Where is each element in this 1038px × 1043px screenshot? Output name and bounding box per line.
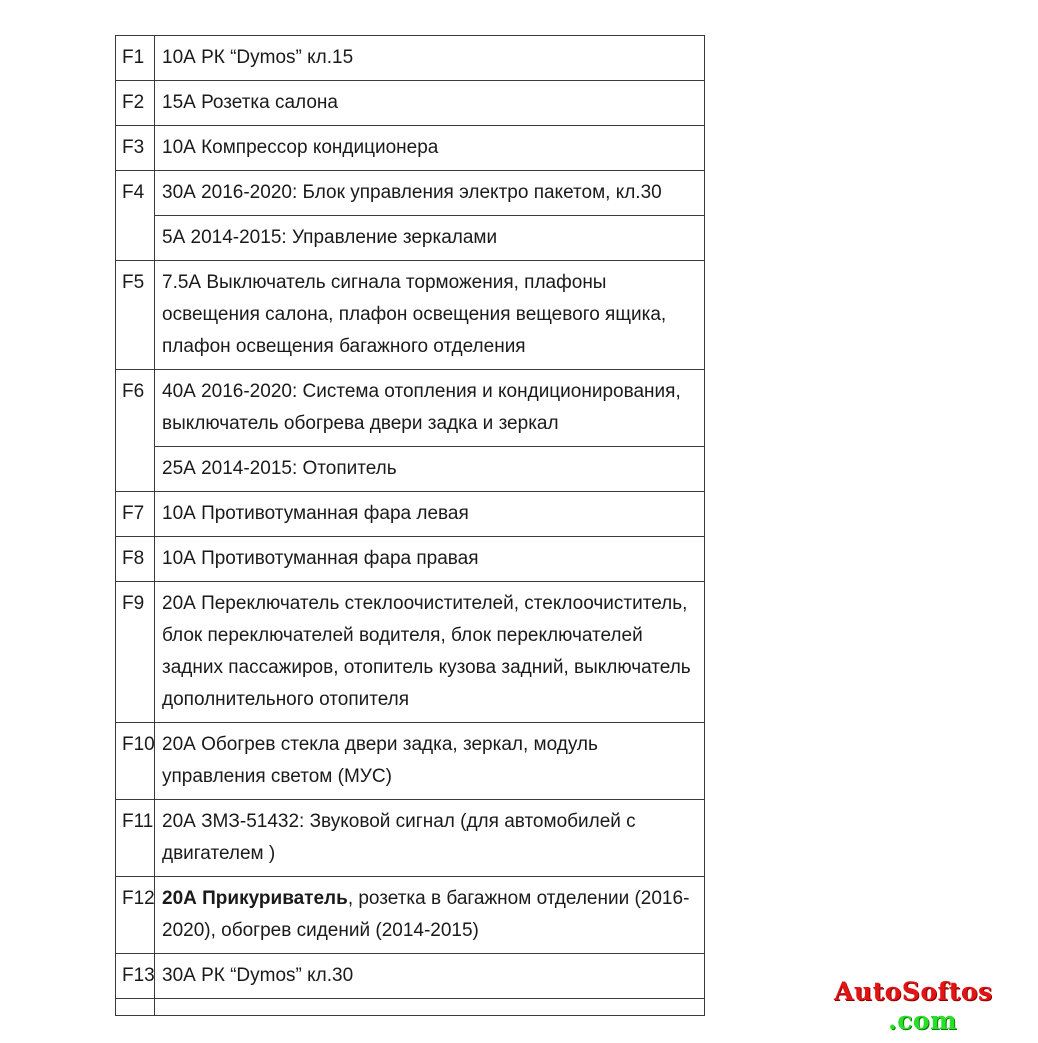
fuse-id: F10 [116,723,155,800]
table-row [116,954,705,999]
fuse-description: 20А Обогрев стекла двери задка, зеркал, модуль управления светом (МУС) [155,723,705,800]
fuse-description: 10А Противотуманная фара правая [155,537,705,582]
fuse-description-rest: , розетка в багажном отделении (2016-2020), обогрев сидений (2014-2015) [162,888,690,941]
fuse-description: 30А 2016-2020: Блок управления электро пакетом, кл.30 [155,171,705,216]
fuse-description: 40А 2016-2020: Система отопления и кондиционирования, выключатель обогрева двери задка и зеркал [155,370,705,447]
fuse-description: 10А Противотуманная фара левая [155,492,705,537]
fuse-description: 10А Компрессор кондиционера [155,126,705,171]
table-row [116,723,705,800]
fuse-id: F4 [116,171,155,261]
fuse-description: 20А Переключатель стеклоочистителей, стеклоочиститель, блок переключателей водителя, блок переключателей задних пассажиров, отопитель кузова задний, выключатель дополнительного отопителя [155,582,705,723]
table-row [116,447,705,492]
fuse-description [155,877,705,954]
table-row [116,537,705,582]
fuse-description: 10А РК “Dymos” кл.15 [155,36,705,81]
fuse-id: F13 [116,954,155,999]
table-row [116,800,705,877]
fuse-description-bold: 20А Прикуриватель [162,888,348,909]
fuse-id-cut-off [116,999,155,1016]
fuse-id: F8 [116,537,155,582]
table-row [116,261,705,370]
fuse-description: 5А 2014-2015: Управление зеркалами [155,216,705,261]
table-row [116,216,705,261]
fuse-table [115,35,705,1016]
fuse-description-cut-off [155,999,705,1016]
table-row [116,582,705,723]
fuse-id: F6 [116,370,155,492]
fuse-id: F1 [116,36,155,81]
fuse-id: F9 [116,582,155,723]
fuse-description: 7.5А Выключатель сигнала торможения, плафоны освещения салона, плафон освещения вещевого ящика, плафон освещения багажного отделения [155,261,705,370]
fuse-id: F11 [116,800,155,877]
fuse-description: 15А Розетка салона [155,81,705,126]
table-row [116,877,705,954]
table-row [116,370,705,447]
table-row [116,126,705,171]
fuse-description: 20А ЗМЗ-51432: Звуковой сигнал (для автомобилей с двигателем ) [155,800,705,877]
fuse-id: F2 [116,81,155,126]
fuse-id: F7 [116,492,155,537]
watermark-domain: .com [888,1006,958,1035]
fuse-id: F5 [116,261,155,370]
fuse-description: 25А 2014-2015: Отопитель [155,447,705,492]
table-row [116,171,705,216]
fuse-id: F12 [116,877,155,954]
table-row [116,36,705,81]
table-row [116,81,705,126]
watermark-text: AutoSoftos [834,977,993,1006]
table-row [116,492,705,537]
watermark-logo [834,976,1024,1036]
table-row-partial [116,999,705,1016]
fuse-description: 30А РК “Dymos” кл.30 [155,954,705,999]
fuse-id: F3 [116,126,155,171]
